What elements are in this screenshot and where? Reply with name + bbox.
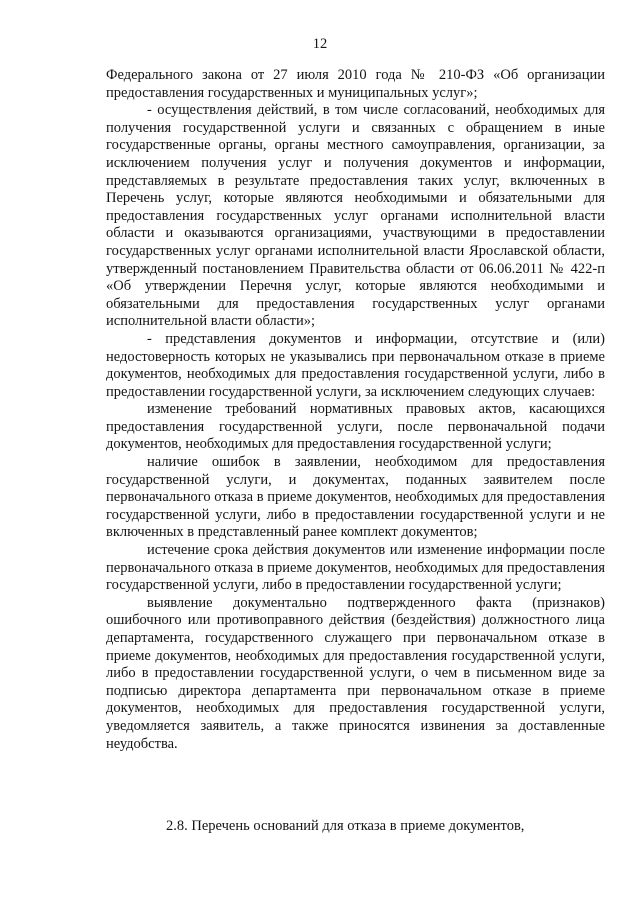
section-heading: 2.8. Перечень оснований для отказа в приеме документов, — [166, 818, 525, 834]
paragraph: - осуществления действий, в том числе согласований, необходимых для получения государственной услуги и связанных с обращением в иные государственные органы, органы местного самоуправления, организации, за исключением получения услуг и получения документов и информации, представляемых в результате предоставления таких услуг, включенных в Перечень услуг, которые являются необходимыми и обязательными для предоставления государственных услуг органами исполнительной власти области и оказываются организациями, участвующими в предоставлении государственных услуг органами исполнительной власти Ярославской области, утвержденный постановлением Правительства области от 06.06.2011 № 422-п «Об утверждении Перечня услуг, которые являются необходимыми и обязательными для предоставления государственных услуг органами исполнительной власти области»; — [106, 102, 605, 330]
page-number: 12 — [312, 36, 328, 52]
document-body — [106, 67, 605, 753]
paragraph: изменение требований нормативных правовых актов, касающихся предоставления государственной услуги, после первоначальной подачи документов, необходимых для предоставления государственной услуги; — [106, 401, 605, 453]
paragraph: Федерального закона от 27 июля 2010 года № 210-ФЗ «Об организации предоставления государственных и муниципальных услуг»; — [106, 67, 605, 101]
paragraph: выявление документально подтвержденного факта (признаков) ошибочного или противоправного действия (бездействия) должностного лица департамента, государственного служащего при первоначальном отказе в приеме документов, необходимых для предоставления государственной услуги, либо в предоставлении государственной услуги, о чем в письменном виде за подписью директора департамента при первоначальном отказе в приеме документов, необходимых для предоставления государственной услуги, уведомляется заявитель, а также приносятся извинения за доставленные неудобства. — [106, 594, 605, 752]
paragraph: наличие ошибок в заявлении, необходимом для предоставления государственной услуги, и документах, поданных заявителем после первоначального отказа в приеме документов, необходимых для предоставления государственной услуги, либо в предоставлении государственной услуги и не включенных в представленный ранее комплект документов; — [106, 454, 605, 541]
paragraph: - представления документов и информации, отсутствие и (или) недостоверность которых не указывались при первоначальном отказе в приеме документов, необходимых для предоставления государственной услуги, либо в предоставлении государственной услуги, за исключением следующих случаев: — [106, 330, 605, 400]
paragraph: истечение срока действия документов или изменение информации после первоначального отказа в приеме документов, необходимых для предоставления государственной услуги, либо в предоставлении государственной услуги; — [106, 542, 605, 594]
